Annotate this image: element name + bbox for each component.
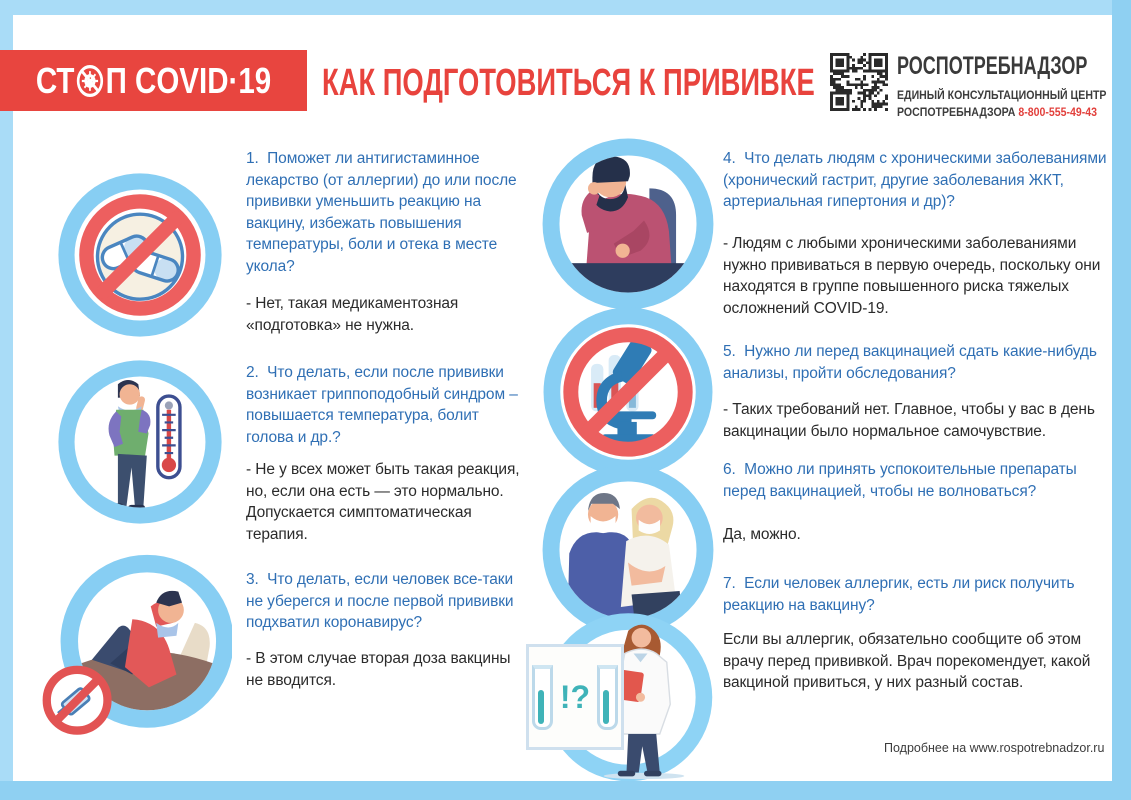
border-left: [0, 0, 13, 800]
banner-text-left: СТ: [35, 59, 75, 101]
question-3: 3. Что делать, если человек все-таки не уберегся и после первой прививки подхватил коронавирус?: [246, 571, 518, 632]
man-stomach-ache-icon: [539, 135, 717, 313]
card-text: !?: [559, 679, 591, 715]
test-tubes-card: [526, 644, 624, 750]
border-right: [1112, 0, 1131, 800]
answer-7: Если вы аллергик, обязательно сообщите об этом врачу перед прививкой. Врач порекомендует, какой вакциной привиться, у них разный состав.: [723, 631, 1095, 692]
qr-code: [830, 53, 888, 111]
answer-1: - Нет, такая медикаментозная «подготовка» не нужна.: [246, 295, 463, 334]
agency-phone-line: РОСПОТРЕБНАДЗОРА 8-800-555-49-43: [897, 105, 1098, 119]
border-top: [0, 0, 1131, 15]
stop-covid-banner: [0, 50, 307, 111]
question-7: 7. Если человек аллергик, есть ли риск получить реакцию на вакцину?: [723, 575, 1079, 614]
virus-prohibition-icon: [75, 63, 105, 99]
agency-subtitle: ЕДИНЫЙ КОНСУЛЬТАЦИОННЫЙ ЦЕНТР: [897, 88, 1107, 102]
answer-6: Да, можно.: [723, 526, 801, 543]
banner-text-right: П COVID·19: [105, 59, 272, 101]
no-pills-icon: [55, 170, 225, 340]
hotline-phone: 8-800-555-49-43: [1018, 105, 1098, 119]
answer-4: - Людям с любыми хроническими заболеваниями нужно прививаться в первую очередь, поскольку они находятся в группе повышенного риска тяжелых осложнений COVID-19.: [723, 235, 1105, 317]
agency-block: [897, 52, 1131, 119]
border-bottom: [0, 781, 1131, 800]
answer-2: - Не у всех может быть такая реакция, но, если она есть — это нормально. Допускается симптоматическая терапия.: [246, 461, 524, 543]
footer-link: Подробнее на www.rospotrebnadzor.ru: [884, 741, 1105, 755]
stop-covid-banner-text: [36, 60, 271, 102]
no-second-dose-icon: [40, 553, 232, 737]
answer-3: - В этом случае вторая доза вакцины не вводится.: [246, 650, 515, 689]
question-6: 6. Можно ли принять успокоительные препараты перед вакцинацией, чтобы не волноваться?: [723, 461, 1081, 500]
test-tube-icon: [597, 665, 618, 730]
question-4: 4. Что делать людям с хроническими заболеваниями (хронический гастрит, другие заболевания ЖКТ, артериальная гипертония и др)?: [723, 150, 1111, 211]
agency-name: РОСПОТРЕБНАДЗОР: [897, 52, 1088, 80]
page-title: КАК ПОДГОТОВИТЬСЯ К ПРИВИВКЕ: [322, 62, 815, 104]
question-1: 1. Поможет ли антигистаминное лекарство (от аллергии) до или после прививки уменьшить реакцию на вакцину, избежать повышения температуры, боли и отека в месте укола?: [246, 150, 521, 275]
question-2: 2. Что делать, если после прививки возникает гриппоподобный синдром – повышается температура, болит голова и др.?: [246, 364, 522, 446]
answer-5: - Таких требований нет. Главное, чтобы у вас в день вакцинации было нормальное самочувствие.: [723, 401, 1100, 440]
test-tube-icon: [532, 665, 553, 730]
sick-man-thermometer-icon: [55, 357, 225, 527]
no-microscope-icon: [540, 304, 716, 480]
question-5: 5. Нужно ли перед вакцинацией сдать какие-нибудь анализы, пройти обследования?: [723, 343, 1102, 382]
